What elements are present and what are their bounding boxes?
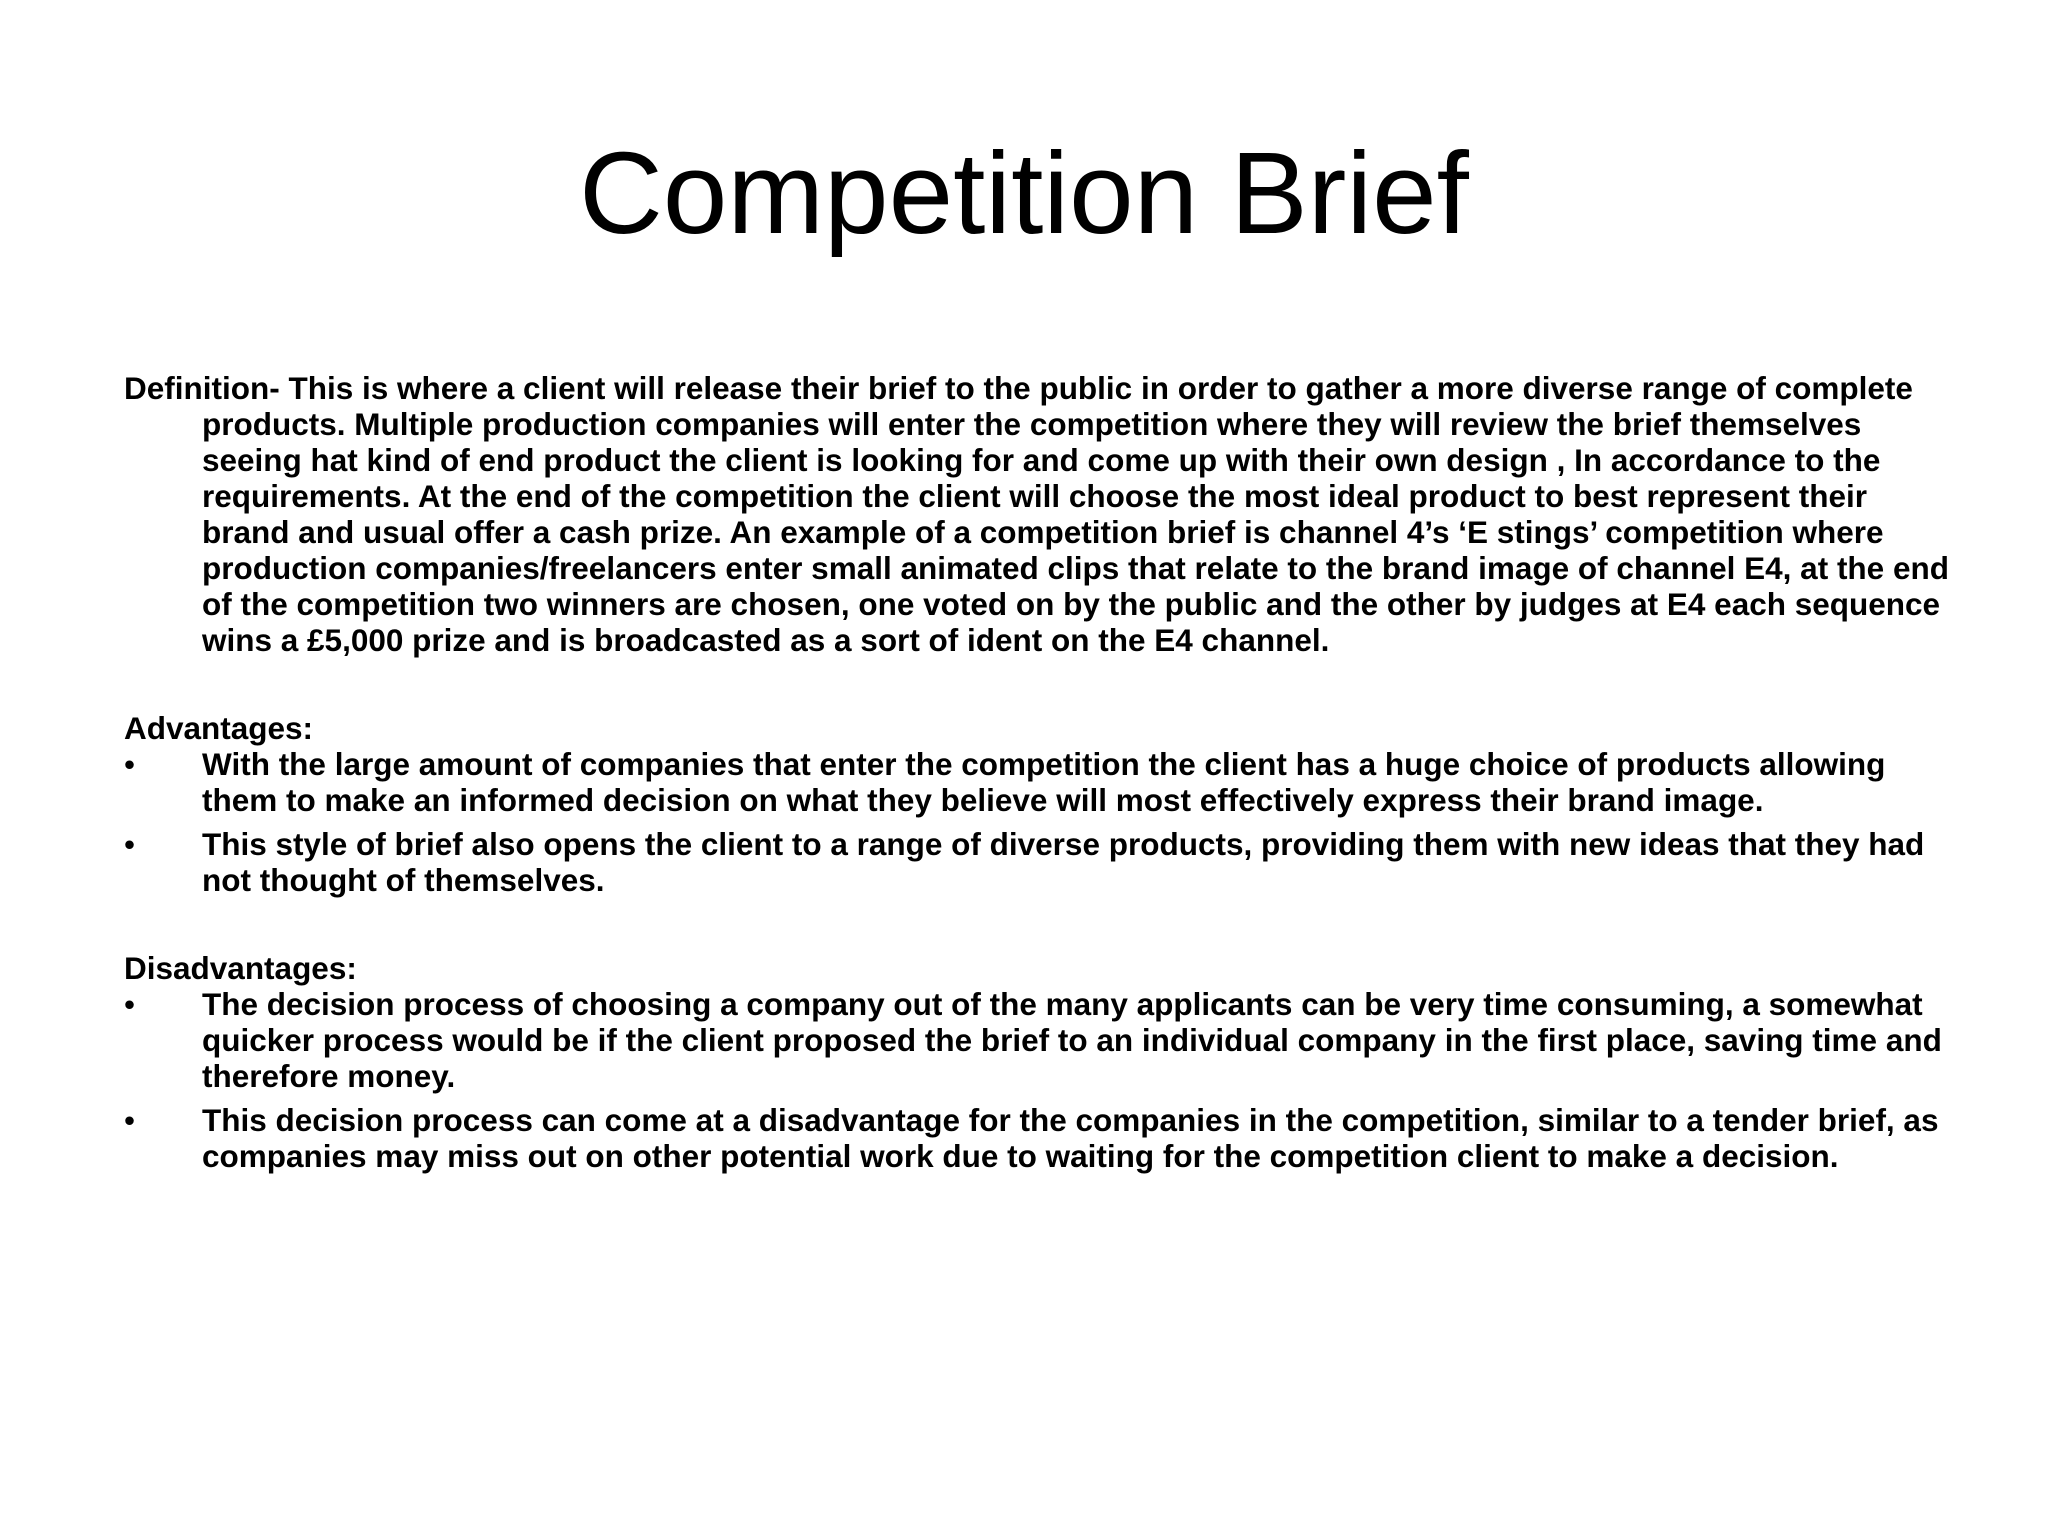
disadvantage-text: This decision process can come at a disadvantage for the companies in the competition, similar to a tender brief, as companies may miss out on other potential work due to waiting for the competition client to make a decision.	[202, 1102, 1939, 1174]
slide-title: Competition Brief	[579, 128, 1469, 258]
disadvantage-text: The decision process of choosing a company out of the many applicants can be very time consuming, a somewhat quicker process would be if the client proposed the brief to an individual company in the first place, saving time and therefore money.	[202, 986, 1942, 1094]
definition-paragraph: Definition- This is where a client will release their brief to the public in order to gather a more diverse range of complete products. Multiple production companies will enter the competition where they will review the brief themselves seeing hat kind of end product the client is looking for and come up with their own design , In accordance to the requirements. At the end of the competition the client will choose the most ideal product to best represent their brand and usual offer a cash prize. An example of a competition brief is channel 4’s ‘E stings’ competition where production companies/freelancers enter small animated clips that relate to the brand image of channel E4, at the end of the competition two winners are chosen, one voted on by the public and the other by judges at E4 each sequence wins a £5,000 prize and is broadcasted as a sort of ident on the E4 channel.	[124, 370, 1949, 658]
list-item	[124, 1102, 1962, 1174]
advantage-text: This style of brief also opens the client to a range of diverse products, providing them with new ideas that they had not thought of themselves.	[202, 826, 1925, 898]
list-item	[124, 826, 1962, 898]
disadvantages-heading: Disadvantages:	[124, 950, 357, 986]
bullet-icon: •	[124, 826, 136, 862]
slide-body	[124, 370, 1962, 1174]
bullet-icon: •	[124, 746, 136, 782]
advantages-heading: Advantages:	[124, 710, 314, 746]
bullet-icon: •	[124, 986, 136, 1022]
advantage-text: With the large amount of companies that enter the competition the client has a huge choice of products allowing them to make an informed decision on what they believe will most effectively express their brand image.	[202, 746, 1886, 818]
bullet-icon: •	[124, 1102, 136, 1138]
list-item	[124, 986, 1962, 1094]
list-item	[124, 746, 1962, 818]
